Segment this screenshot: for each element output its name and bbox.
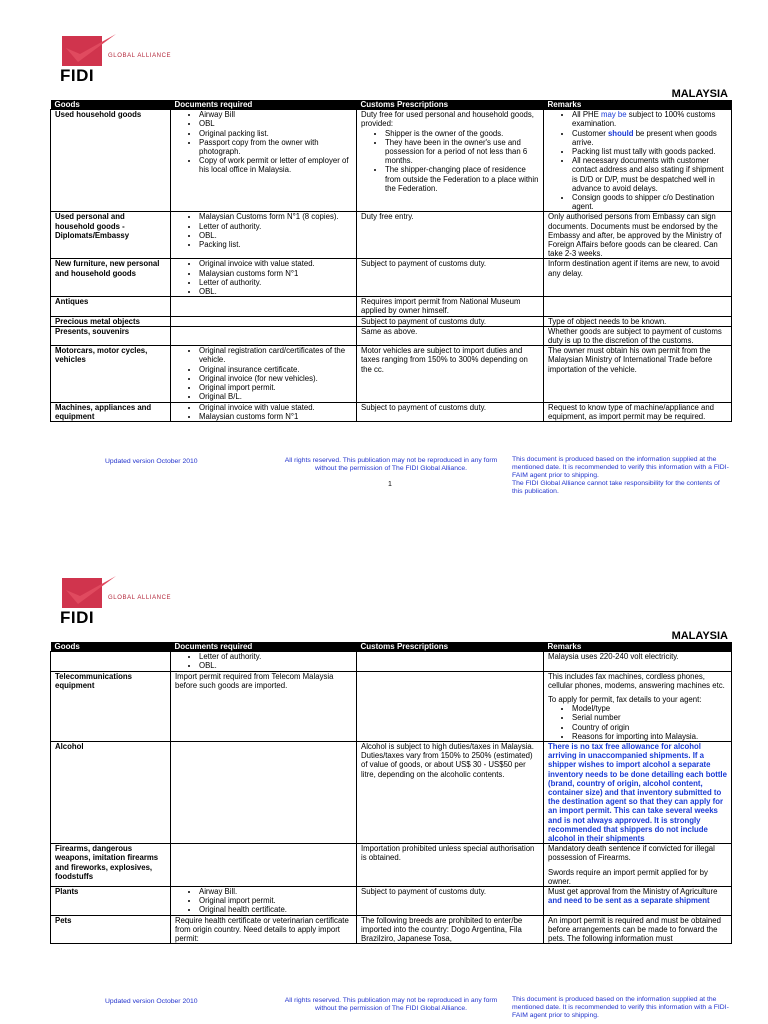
list-item: • Original B/L. [199,392,352,401]
list-item: • Malaysian Customs form N°1 (8 copies). [199,212,352,221]
table-row [51,110,732,212]
table-row [51,297,732,316]
remark-text: Mandatory death sentence if convicted for illegal possession of Firearms. [548,844,715,863]
remarks-cell: Whether goods are subject to payment of customs duty is up to the discretion of the customs. [544,326,732,345]
tagline: GLOBAL ALLIANCE [108,53,172,59]
documents-cell: Require health certificate or veterinarian certificate from origin country. Need details to apply import permit: [171,915,357,944]
list-item: • Original invoice with value stated. [199,403,352,412]
customs-cell: Subject to payment of customs duty. [357,259,544,297]
goods-cell: Used personal and household goods - Diplomats/Embassy [51,212,171,259]
documents-cell [171,212,357,259]
footer-disclaimer-2: The FIDI Global Alliance cannot take responsibility for the contents of this publication. [512,480,720,495]
list-item: • Serial number [572,713,727,722]
customs-cell: Motor vehicles are subject to import duties and taxes ranging from 150% to 300% depending on the cc. [357,346,544,402]
list-item: • Packing list must tally with goods packed. [572,147,727,156]
remarks-cell [544,887,732,916]
list-item: • All necessary documents with customer contact address and also stating if shipment is D/D or D/P, must be despatched well in advance to avoid delays. [572,156,727,193]
remarks-cell: Malaysia uses 220-240 volt electricity. [544,652,732,671]
goods-cell: Antiques [51,297,171,316]
customs-cell: Alcohol is subject to high duties/taxes in Malaysia. Duties/taxes vary from 150% to 250% (estimated) of value of goods, or about US$ 30 - US$50 per litre, depending on the alcoholic contents. [357,742,544,844]
list-item [572,129,727,147]
customs-text: Duty free for used personal and household goods, provided: [361,110,534,129]
goods-cell: Firearms, dangerous weapons, imitation firearms and fireworks, explosives, foodstuffs [51,844,171,887]
remarks-cell: Type of object needs to be known. [544,316,732,326]
table-row [51,742,732,844]
list-item: • OBL. [199,287,352,296]
list-item: • Original health certificate. [199,905,352,914]
footer-rights: All rights reserved. This publication may not be reproduced in any form without the permission of The FIDI Global Alliance. [284,997,498,1012]
remark-text: subject to 100% customs examination. [572,110,716,129]
table-row [51,402,732,421]
customs-cell: Duty free entry. [357,212,544,259]
list-item: • Country of origin [572,723,727,732]
list-item: • OBL. [199,661,352,670]
list-item: • Original insurance certificate. [199,365,352,374]
list-item: • Airway Bill [199,110,352,119]
customs-cell: Same as above. [357,326,544,345]
fidi-logo [60,576,180,626]
goods-cell: Precious metal objects [51,316,171,326]
goods-cell [51,652,171,671]
header-customs: Customs Prescriptions [357,100,544,110]
goods-cell: Pets [51,915,171,944]
list-item: • Original registration card/certificates of the vehicle. [199,346,352,364]
customs-cell: Subject to payment of customs duty. [357,402,544,421]
documents-cell [171,259,357,297]
table-row [51,915,732,944]
logo-text: FIDI [60,66,95,85]
remarks-cell: Only authorised persons from Embassy can sign documents. Documents must be endorsed by the Embassy and after, be approved by the Ministry of Foreign Affairs before goods can be cleared. Can take 2-3 weeks. [544,212,732,259]
table-row [51,887,732,916]
list-item: • Passport copy from the owner with photograph. [199,138,352,156]
footer-disclaimer-1: This document is produced based on the information supplied at the mentioned date. It is recommended to verify this information with a FIDI-FAIM agent prior to shipping. [512,996,729,1019]
table-header [51,642,732,652]
remarks-cell: Request to know type of machine/appliance and equipment, as import permit may be required. [544,402,732,421]
list-item: • The shipper-changing place of residence from outside the Federation to a place within the Federation. [385,165,539,193]
goods-cell: Plants [51,887,171,916]
goods-cell: Machines, appliances and equipment [51,402,171,421]
footer-disclaimer [512,456,732,496]
remark-text: be present when goods arrive. [572,128,717,147]
documents-cell [171,887,357,916]
footer-updated: Updated version October 2010 [105,998,198,1005]
country-title: MALAYSIA [671,88,728,100]
footer-disclaimer [512,996,732,1020]
list-item: • Reasons for importing into Malaysia. [572,732,727,741]
customs-cell [357,652,544,671]
customs-cell [357,671,544,741]
list-item: • Original invoice (for new vehicles). [199,374,352,383]
goods-cell: Used household goods [51,110,171,212]
documents-cell [171,110,357,212]
header-customs: Customs Prescriptions [357,642,544,652]
table-header [51,100,732,110]
goods-cell: Telecommunications equipment [51,671,171,741]
tagline: GLOBAL ALLIANCE [108,595,172,601]
list-item: • Packing list. [199,240,352,249]
goods-cell: Motorcars, motor cycles, vehicles [51,346,171,402]
customs-cell: Importation prohibited unless special authorisation is obtained. [357,844,544,887]
documents-cell [171,652,357,671]
goods-cell: Presents, souvenirs [51,326,171,345]
list-item: • Original packing list. [199,129,352,138]
list-item: • OBL [199,119,352,128]
remarks-cell: Inform destination agent if items are new, to avoid any delay. [544,259,732,297]
remarks-cell [544,110,732,212]
footer-disclaimer-1: This document is produced based on the information supplied at the mentioned date. It is recommended to verify this information with a FIDI-FAIM agent prior to shipping. [512,456,729,479]
list-item: • Copy of work permit or letter of employer of his local office in Malaysia. [199,156,352,174]
documents-cell [171,402,357,421]
header-documents: Documents required [171,642,357,652]
page-2 [0,542,768,1024]
list-item: • Shipper is the owner of the goods. [385,129,539,138]
remark-text: Must get approval from the Ministry of Agriculture [548,887,718,897]
list-item: • Model/type [572,704,727,713]
list-item: • Malaysian customs form N°1 [199,269,352,278]
footer-updated: Updated version October 2010 [105,458,198,465]
table-row [51,671,732,741]
remark-highlight: and need to be sent as a separate shipment [548,896,710,906]
header-documents: Documents required [171,100,357,110]
list-item: • Letter of authority. [199,652,352,661]
list-item: • Consign goods to shipper c/o Destination agent. [572,193,727,211]
logo-text: FIDI [60,608,95,627]
list-item: • OBL. [199,231,352,240]
documents-cell: Import permit required from Telecom Malaysia before such goods are imported. [171,671,357,741]
customs-table [50,100,732,422]
list-item: • Original import permit. [199,896,352,905]
customs-cell: Subject to payment of customs duty. [357,887,544,916]
remark-text: All PHE [572,110,602,120]
footer-rights: All rights reserved. This publication may not be reproduced in any form without the permission of The FIDI Global Alliance. [284,457,498,472]
table-row [51,652,732,671]
documents-cell [171,316,357,326]
remark-text: To apply for permit, fax details to your agent: [548,695,702,705]
remark-highlight: should [607,128,634,138]
list-item: • Original invoice with value stated. [199,259,352,268]
country-title: MALAYSIA [671,630,728,642]
header-goods: Goods [51,100,171,110]
remarks-cell: An import permit is required and must be obtained before arrangements can be made to forward the pets. The following information must [544,915,732,944]
table-row [51,212,732,259]
table-row [51,326,732,345]
remarks-cell: There is no tax free allowance for alcohol arriving in unaccompanied shipments. If a shipper wishes to import alcohol a separate inventory needs to be done detailing each bottle (brand, country of origin, alcohol content, container size) and that inventory submitted to the destination agent so that they can apply for an import permit. This can take several weeks and is not always approved. It is strongly recommended that shippers do not include alcohol in their shipments [544,742,732,844]
goods-cell: Alcohol [51,742,171,844]
list-item [572,110,727,128]
list-item: • Original import permit. [199,383,352,392]
documents-cell [171,742,357,844]
list-item: • They have been in the owner's use and possession for a period of not less than 6 months. [385,138,539,166]
customs-cell [357,110,544,212]
customs-table [50,642,732,944]
remark-text: Swords require an import permit applied for by owner. [548,867,708,886]
goods-cell: New furniture, new personal and household goods [51,259,171,297]
remarks-cell: The owner must obtain his own permit from the Malaysian Ministry of International Trade before importation of the vehicle. [544,346,732,402]
header-goods: Goods [51,642,171,652]
remarks-cell [544,671,732,741]
documents-cell [171,297,357,316]
list-item: • Malaysian customs form N°1 [199,412,352,421]
page-number: 1 [388,481,392,488]
table-row [51,316,732,326]
remarks-cell [544,844,732,887]
table-row [51,346,732,402]
documents-cell [171,326,357,345]
customs-cell: Subject to payment of customs duty. [357,316,544,326]
table-row [51,844,732,887]
documents-cell [171,844,357,887]
table-row [51,259,732,297]
fidi-logo [60,34,180,84]
remarks-cell [544,297,732,316]
remark-text: This includes fax machines, cordless phones, cellular phones, modems, answering machines etc. [548,671,725,690]
customs-cell: The following breeds are prohibited to enter/be imported into the country: Dogo Argentina, Fila Brazilziro, Japanese Tosa, [357,915,544,944]
list-item: • Letter of authority. [199,278,352,287]
header-remarks: Remarks [544,100,732,110]
list-item: • Airway Bill. [199,887,352,896]
documents-cell [171,346,357,402]
header-remarks: Remarks [544,642,732,652]
remark-text: Customer [572,128,608,138]
list-item: • Letter of authority. [199,222,352,231]
customs-cell: Requires import permit from National Museum applied by owner himself. [357,297,544,316]
remark-highlight: may be [601,110,627,120]
